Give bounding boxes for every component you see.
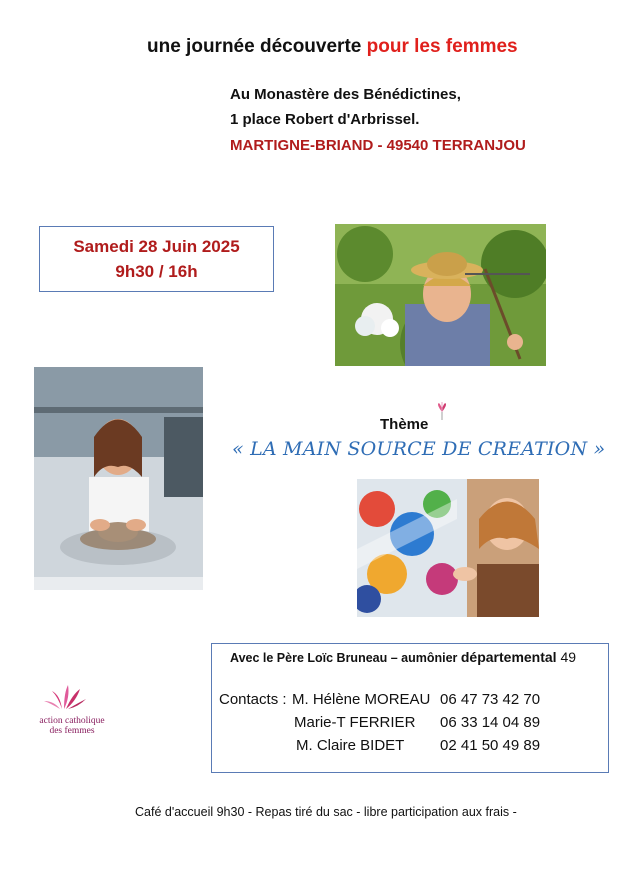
contacts-label: Contacts :	[219, 691, 287, 708]
page-title	[147, 36, 518, 58]
logo-line2: des femmes	[49, 726, 95, 736]
chaplain-prefix: Avec le Père Loïc Bruneau – aumônier	[230, 651, 461, 665]
theme-label: Thème	[380, 416, 429, 433]
date-box	[39, 226, 274, 292]
action-catholique-logo	[32, 683, 112, 745]
event-date: Samedi 28 Juin 2025	[73, 237, 240, 256]
contact-phone[interactable]: 06 33 14 04 89	[440, 714, 541, 731]
gardener-photo	[335, 224, 546, 366]
title-part2: pour les femmes	[366, 36, 518, 57]
address-line1: Au Monastère des Bénédictines,	[230, 86, 461, 103]
contact-name: M. Hélène MOREAU	[292, 691, 431, 708]
chaplain-role: départemental	[460, 649, 557, 665]
footer-note: Café d'accueil 9h30 - Repas tiré du sac - libre participation aux frais -	[135, 805, 517, 819]
pottery-photo	[34, 367, 203, 590]
contact-phone[interactable]: 02 41 50 49 89	[440, 737, 541, 754]
theme-title: « LA MAIN SOURCE DE CREATION »	[232, 438, 606, 460]
painter-photo	[357, 479, 539, 617]
logo-line1: action catholique	[39, 716, 105, 726]
chaplain-dept: 49	[556, 649, 577, 665]
address-line2: 1 place Robert d'Arbrissel.	[230, 111, 420, 128]
flower-icon	[432, 402, 452, 427]
event-time: 9h30 / 16h	[115, 262, 198, 281]
contact-phone[interactable]: 06 47 73 42 70	[440, 691, 541, 708]
contact-name: M. Claire BIDET	[296, 737, 405, 754]
address-line3: MARTIGNE-BRIAND - 49540 TERRANJOU	[230, 137, 526, 154]
chaplain-line	[230, 649, 576, 665]
title-part1: une journée découverte	[147, 36, 367, 57]
contact-name: Marie-T FERRIER	[294, 714, 416, 731]
